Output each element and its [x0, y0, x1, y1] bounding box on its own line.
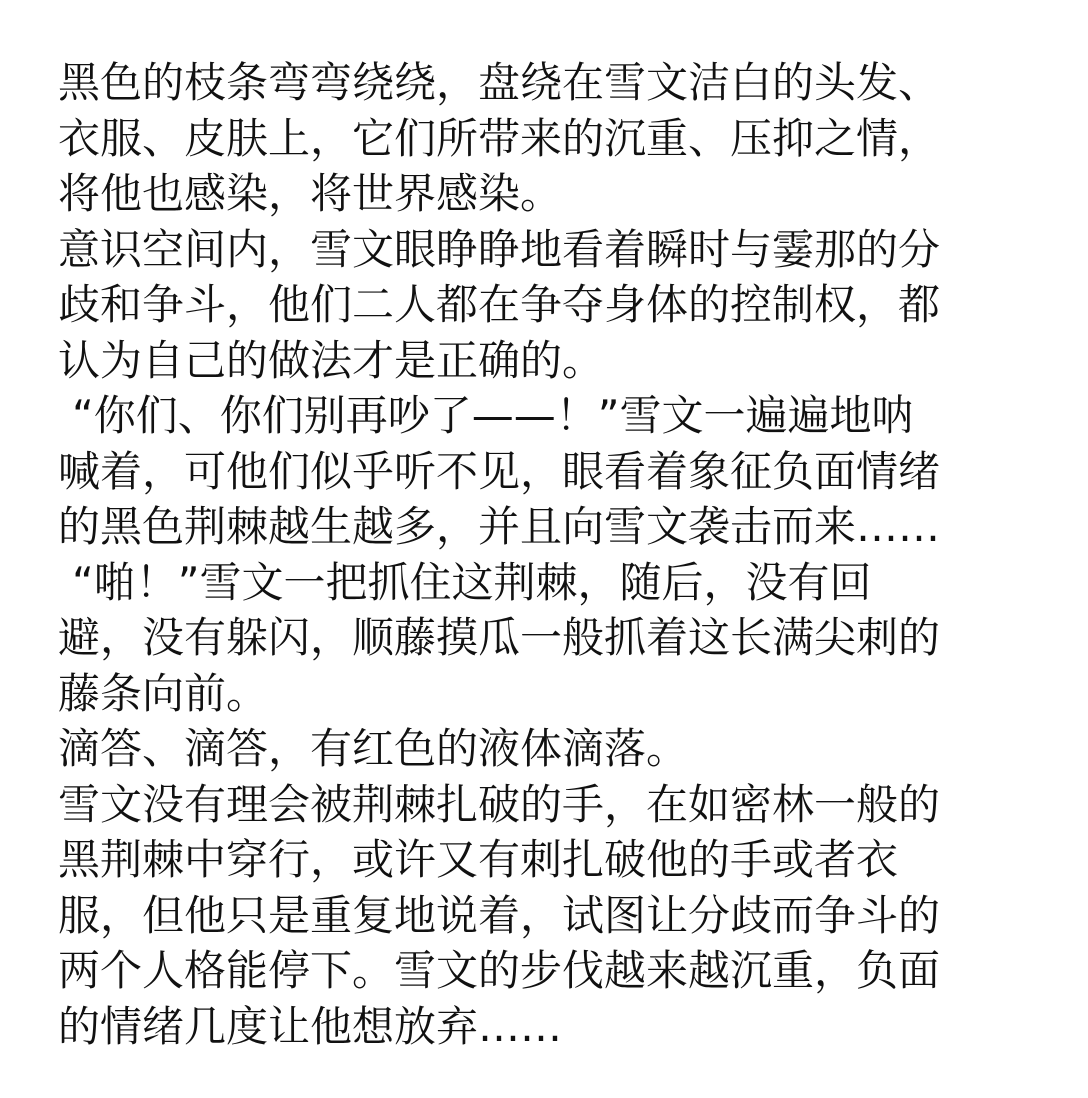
text-line-15: 黑荆棘中穿行，或许又有刺扎破他的手或者衣	[58, 835, 899, 884]
text-line-13: 滴答、滴答，有红色的液体滴落。	[58, 724, 689, 773]
text-line-10: “啪！”雪文一把抓住这荆棘，随后，没有回	[72, 557, 872, 607]
text-line-7: “你们、你们别再吵了——！”雪文一遍遍地呐	[72, 391, 914, 440]
text-line-2: 衣服、皮肤上，它们所带来的沉重、压抑之情，	[58, 113, 941, 163]
text-line-18: 的情绪几度让他想放弃……	[58, 1001, 563, 1051]
text-line-8: 喊着，可他们似乎听不见，眼看着象征负面情绪	[58, 446, 941, 496]
text-line-9: 的黑色荆棘越生越多，并且向雪文袭击而来……	[58, 502, 941, 551]
text-line-6: 认为自己的做法才是正确的。	[58, 335, 605, 385]
text-line-14: 雪文没有理会被荆棘扎破的手，在如密林一般的	[58, 779, 941, 829]
text-line-11: 避，没有躲闪，顺藤摸瓜一般抓着这长满尖刺的	[58, 613, 941, 662]
text-line-16: 服，但他只是重复地说着，试图让分歧而争斗的	[58, 890, 941, 940]
text-line-17: 两个人格能停下。雪文的步伐越来越沉重，负面	[58, 946, 941, 995]
text-line-4: 意识空间内，雪文眼睁睁地看着瞬时与霎那的分	[58, 224, 941, 274]
text-line-3: 将他也感染，将世界感染。	[58, 169, 563, 218]
story-text	[58, 55, 1048, 1054]
text-line-5: 歧和争斗，他们二人都在争夺身体的控制权，都	[58, 280, 941, 329]
text-line-12: 藤条向前。	[58, 668, 269, 718]
text-line-1: 黑色的枝条弯弯绕绕，盘绕在雪文洁白的头发、	[58, 58, 941, 107]
